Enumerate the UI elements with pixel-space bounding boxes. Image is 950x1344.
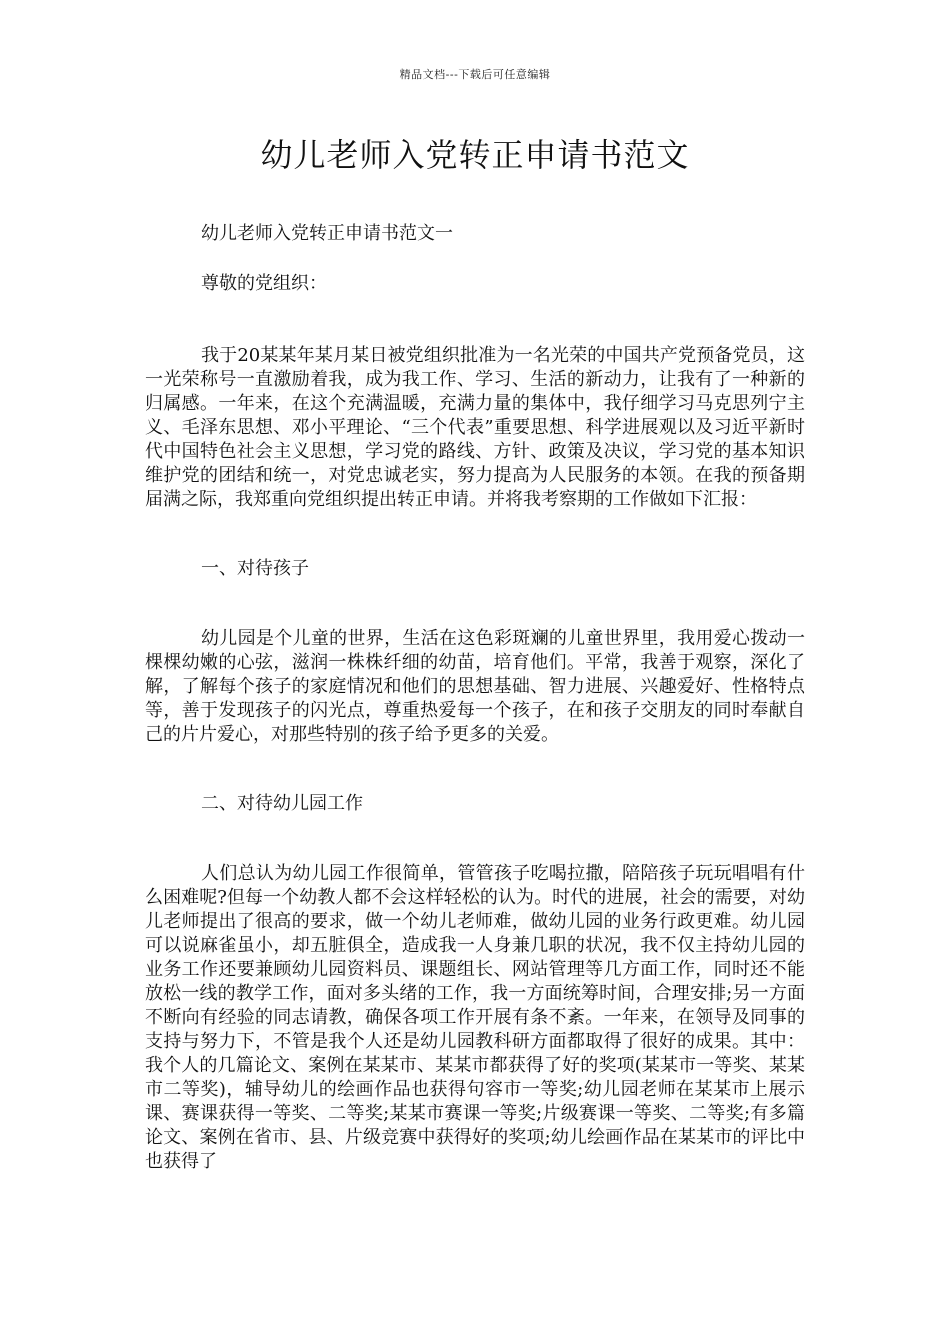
document-subtitle: 幼儿老师入党转正申请书范文一 xyxy=(201,223,453,244)
paragraph-intro: 我于20某某年某月某日被党组织批准为一名光荣的中国共产党预备党员，这一光荣称号一直激励着我，成为我工作、学习、生活的新动力，让我有了一种新的归属感。一年来，在这个充满温暖，充满力量的集体中，我仔细学习马克思列宁主义、毛泽东思想、邓小平理论、“三个代表”重要思想、科学进展观以及习近平新时代中国特色社会主义思想，学习党的路线、方针、政策及决议，学习党的基本知识维护党的团结和统一，对党忠诚老实，努力提高为人民服务的本领。在我的预备期届满之际，我郑重向党组织提出转正申请。并将我考察期的工作做如下汇报： xyxy=(145,345,805,510)
header-note: 精品文档---下载后可任意编辑 xyxy=(399,68,551,81)
paragraph-children: 幼儿园是个儿童的世界，生活在这色彩斑斓的儿童世界里，我用爱心拨动一棵棵幼嫩的心弦，滋润一株株纤细的幼苗，培育他们。平常，我善于观察，深化了解，了解每个孩子的家庭情况和他们的思想基础、智力进展、兴趣爱好、性格特点等，善于发现孩子的闪光点，尊重热爱每一个孩子，在和孩子交朋友的同时奉献自己的片片爱心，对那些特别的孩子给予更多的关爱。 xyxy=(145,628,805,745)
section-heading-children: 一、对待孩子 xyxy=(201,558,309,579)
paragraph-kindergarten-work: 人们总认为幼儿园工作很简单，管管孩子吃喝拉撒，陪陪孩子玩玩唱唱有什么困难呢?但每一个幼教人都不会这样轻松的认为。时代的进展，社会的需要，对幼儿老师提出了很高的要求，做一个幼儿老师难，做幼儿园的业务行政更难。幼儿园可以说麻雀虽小，却五脏俱全，造成我一人身兼几职的状况，我不仅主持幼儿园的业务工作还要兼顾幼儿园资料员、课题组长、网站管理等几方面工作，同时还不能放松一线的教学工作，面对多头绪的工作，我一方面统筹时间，合理安排;另一方面不断向有经验的同志请教，确保各项工作开展有条不紊。一年来，在领导及同事的支持与努力下，不管是我个人还是幼儿园教科研方面都取得了很好的成果。其中：我个人的几篇论文、案例在某某市、某某市都获得了好的奖项(某某市一等奖、某某市二等奖)，辅导幼儿的绘画作品也获得句容市一等奖;幼儿园老师在某某市上展示课、赛课获得一等奖、二等奖;某某市赛课一等奖;片级赛课一等奖、二等奖;有多篇论文、案例在省市、县、片级竞赛中获得好的奖项;幼儿绘画作品在某某市的评比中也获得了 xyxy=(145,863,805,1172)
document-title: 幼儿老师入党转正申请书范文 xyxy=(260,136,690,174)
section-heading-kindergarten-work: 二、对待幼儿园工作 xyxy=(201,793,363,814)
document-body xyxy=(145,222,805,1174)
salutation: 尊敬的党组织： xyxy=(201,273,327,294)
